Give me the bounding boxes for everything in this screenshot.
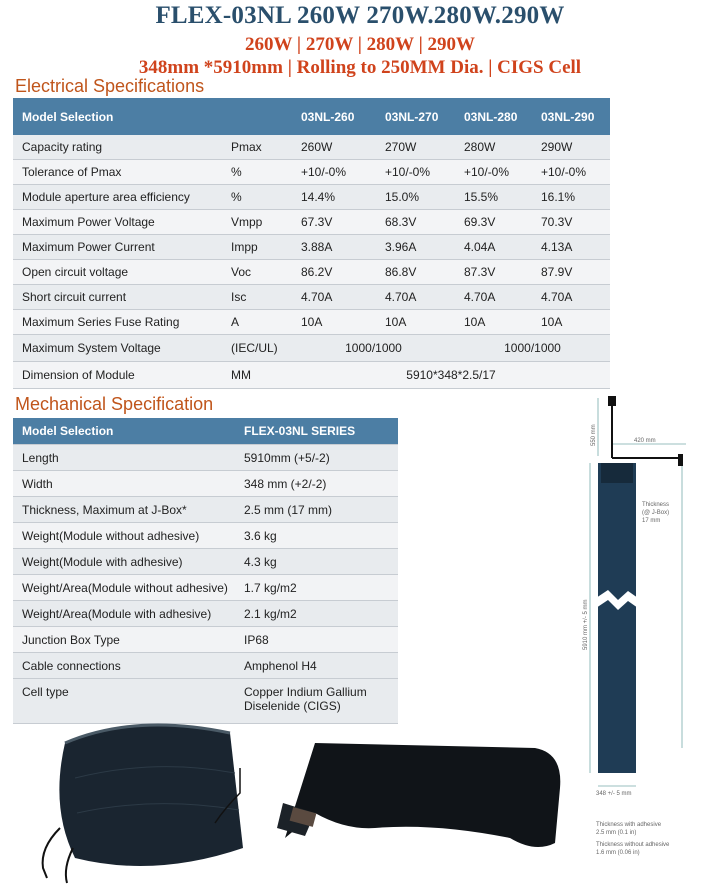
row-label: Weight/Area(Module without adhesive) xyxy=(13,575,235,601)
row-value: 16.1% xyxy=(532,185,610,210)
row-unit: % xyxy=(222,160,292,185)
row-label: Width xyxy=(13,471,235,497)
row-value: 4.04A xyxy=(455,235,532,260)
header-cell: 03NL-270 xyxy=(376,98,455,135)
row-value: 290W xyxy=(532,135,610,160)
table-row xyxy=(13,160,610,185)
row-label: Maximum Series Fuse Rating xyxy=(13,310,222,335)
thickness-jbox-label: Thickness xyxy=(642,502,670,508)
table-row xyxy=(13,445,398,471)
row-unit: Vmpp xyxy=(222,210,292,235)
table-row xyxy=(13,679,398,724)
row-label: Thickness, Maximum at J-Box* xyxy=(13,497,235,523)
table-row xyxy=(13,335,610,362)
row-value: 348 mm (+2/-2) xyxy=(235,471,398,497)
mechanical-spec-table xyxy=(13,418,398,724)
row-value: 1000/1000 xyxy=(292,335,455,362)
row-label: Capacity rating xyxy=(13,135,222,160)
jbox-length-label: 420 mm xyxy=(634,438,656,444)
table-row xyxy=(13,575,398,601)
row-value: 68.3V xyxy=(376,210,455,235)
row-unit: Isc xyxy=(222,285,292,310)
row-unit: Voc xyxy=(222,260,292,285)
row-value: 10A xyxy=(532,310,610,335)
row-value: 2.1 kg/m2 xyxy=(235,601,398,627)
thickness-jbox-label: 17 mm xyxy=(642,518,661,524)
row-value: +10/-0% xyxy=(376,160,455,185)
row-value: +10/-0% xyxy=(532,160,610,185)
row-value: 5910mm (+5/-2) xyxy=(235,445,398,471)
table-row xyxy=(13,362,610,389)
row-label: Maximum Power Current xyxy=(13,235,222,260)
cell-type-line: Diselenide (CIGS) xyxy=(244,699,341,713)
row-value: 86.2V xyxy=(292,260,376,285)
table-row xyxy=(13,285,610,310)
table-row xyxy=(13,260,610,285)
table-row xyxy=(13,135,610,160)
row-value: 14.4% xyxy=(292,185,376,210)
width-label: 348 +/- 5 mm xyxy=(596,791,632,797)
header-cell: FLEX-03NL SERIES xyxy=(235,418,398,445)
row-value: Amphenol H4 xyxy=(235,653,398,679)
row-value: 3.96A xyxy=(376,235,455,260)
table-row xyxy=(13,235,610,260)
table-row xyxy=(13,627,398,653)
row-value: IP68 xyxy=(235,627,398,653)
row-label: Weight(Module without adhesive) xyxy=(13,523,235,549)
adhesive-label: 2.5 mm (0.1 in) xyxy=(596,830,637,836)
row-label: Length xyxy=(13,445,235,471)
table-row xyxy=(13,471,398,497)
row-unit: Pmax xyxy=(222,135,292,160)
row-value: 87.9V xyxy=(532,260,610,285)
table-row xyxy=(13,210,610,235)
row-unit: Impp xyxy=(222,235,292,260)
rolled-panel xyxy=(59,725,243,866)
row-label: Weight/Area(Module with adhesive) xyxy=(13,601,235,627)
row-value: +10/-0% xyxy=(292,160,376,185)
row-value: 4.70A xyxy=(292,285,376,310)
table-row xyxy=(13,310,610,335)
row-unit: (IEC/UL) xyxy=(222,335,292,362)
row-value: 4.13A xyxy=(532,235,610,260)
connector-icon xyxy=(678,454,683,466)
row-label: Junction Box Type xyxy=(13,627,235,653)
adhesive-label: Thickness with adhesive xyxy=(596,822,662,828)
power-subtitle: 260W | 270W | 280W | 290W xyxy=(244,34,476,55)
row-value: 280W xyxy=(455,135,532,160)
row-value xyxy=(235,679,398,724)
row-label: Open circuit voltage xyxy=(13,260,222,285)
table-header-row xyxy=(13,418,398,445)
row-value: 15.5% xyxy=(455,185,532,210)
row-label: Module aperture area efficiency xyxy=(13,185,222,210)
row-value: 4.70A xyxy=(455,285,532,310)
row-value: 1.7 kg/m2 xyxy=(235,575,398,601)
row-unit: MM xyxy=(222,362,292,389)
electrical-spec-table xyxy=(13,98,610,389)
row-label: Dimension of Module xyxy=(13,362,222,389)
table-row xyxy=(13,185,610,210)
row-value: 70.3V xyxy=(532,210,610,235)
cable-length-label: 550 mm xyxy=(591,424,597,446)
row-value: 69.3V xyxy=(455,210,532,235)
row-value: 10A xyxy=(455,310,532,335)
table-row xyxy=(13,601,398,627)
electrical-heading: Electrical Specifications xyxy=(15,76,205,96)
thickness-jbox-label: (@ J-Box) xyxy=(642,510,670,516)
row-value: 4.3 kg xyxy=(235,549,398,575)
row-value: 86.8V xyxy=(376,260,455,285)
row-label: Maximum System Voltage xyxy=(13,335,222,362)
row-value: 15.0% xyxy=(376,185,455,210)
header-cell: 03NL-290 xyxy=(532,98,610,135)
flat-panel xyxy=(285,743,560,847)
row-value: 3.88A xyxy=(292,235,376,260)
length-label: 5910 mm +/- 5 mm xyxy=(583,599,589,650)
row-label: Short circuit current xyxy=(13,285,222,310)
header-cell: 03NL-260 xyxy=(292,98,376,135)
row-value: 1000/1000 xyxy=(455,335,610,362)
no-adhesive-label: 1.6 mm (0.06 in) xyxy=(596,850,640,856)
table-row xyxy=(13,653,398,679)
row-value: 10A xyxy=(292,310,376,335)
row-label: Maximum Power Voltage xyxy=(13,210,222,235)
header-cell: Model Selection xyxy=(13,418,235,445)
row-value: 87.3V xyxy=(455,260,532,285)
mechanical-heading: Mechanical Specification xyxy=(15,394,214,414)
header-cell xyxy=(222,98,292,135)
row-value: 67.3V xyxy=(292,210,376,235)
product-photo xyxy=(15,718,575,888)
row-value: 4.70A xyxy=(376,285,455,310)
table-row xyxy=(13,549,398,575)
row-unit: A xyxy=(222,310,292,335)
specs-subtitle: 348mm *5910mm | Rolling to 250MM Dia. | CIGS Cell xyxy=(138,57,582,78)
row-value: 260W xyxy=(292,135,376,160)
row-label: Weight(Module with adhesive) xyxy=(13,549,235,575)
row-value: 10A xyxy=(376,310,455,335)
row-label: Cable connections xyxy=(13,653,235,679)
cell-type-line: Copper Indium Gallium xyxy=(244,685,367,699)
no-adhesive-label: Thickness without adhesive xyxy=(596,842,670,848)
panel-shape xyxy=(598,463,636,773)
row-value: 3.6 kg xyxy=(235,523,398,549)
table-header-row xyxy=(13,98,610,135)
row-value: 4.70A xyxy=(532,285,610,310)
table-row xyxy=(13,497,398,523)
row-value: +10/-0% xyxy=(455,160,532,185)
row-value: 5910*348*2.5/17 xyxy=(292,362,610,389)
row-value: 2.5 mm (17 mm) xyxy=(235,497,398,523)
row-label: Cell type xyxy=(13,679,235,724)
module-dimension-diagram xyxy=(578,388,718,888)
connector-icon xyxy=(608,396,616,406)
table-row xyxy=(13,523,398,549)
row-value: 270W xyxy=(376,135,455,160)
header-cell: 03NL-280 xyxy=(455,98,532,135)
page-title: FLEX-03NL 260W 270W.280W.290W xyxy=(155,2,565,29)
row-unit: % xyxy=(222,185,292,210)
header-cell: Model Selection xyxy=(13,98,222,135)
row-label: Tolerance of Pmax xyxy=(13,160,222,185)
